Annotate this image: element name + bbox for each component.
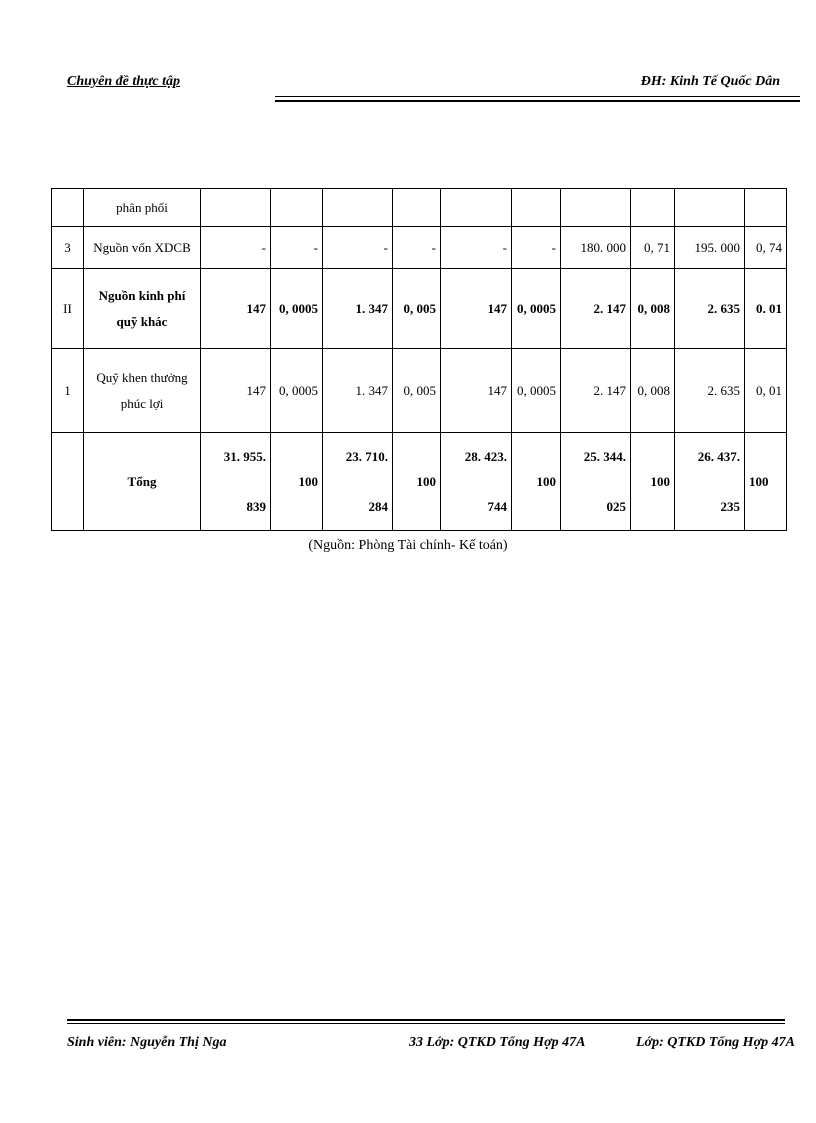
cell [323, 189, 393, 227]
value-part: 284 [368, 498, 388, 514]
cell: 0, 0005 [512, 349, 561, 433]
value-part: 025 [606, 498, 626, 514]
value-part: 839 [246, 498, 266, 514]
cell: 0, 0005 [271, 269, 323, 349]
cell: 100 [512, 433, 561, 531]
cell [393, 189, 441, 227]
header-left: Chuyên đề thực tập [67, 74, 181, 89]
row-index: 3 [52, 227, 84, 269]
table-row [52, 189, 787, 227]
cell: 0, 008 [631, 269, 675, 349]
cell: 147 [441, 269, 512, 349]
cell: 0, 008 [631, 349, 675, 433]
value-part: 23. 710. [345, 448, 388, 464]
cell [441, 189, 512, 227]
cell: - [271, 227, 323, 269]
footer-page-class: 33 Lớp: QTKD Tổng Hợp 47A [409, 1035, 586, 1050]
cell: 2. 635 [675, 269, 745, 349]
footer-rule-thick [67, 1019, 785, 1021]
row-label: Quỹ khen thưởng phúc lợi [84, 349, 201, 433]
cell: 0, 0005 [271, 349, 323, 433]
cell: 100 [393, 433, 441, 531]
row-label: Nguồn vốn XDCB [84, 227, 201, 269]
header-rule-thick [275, 100, 800, 102]
footer-student: Sinh viên: Nguyễn Thị Nga [67, 1035, 227, 1050]
cell: 0, 0005 [512, 269, 561, 349]
cell [561, 189, 631, 227]
row-index: II [52, 269, 84, 349]
table-row [52, 349, 787, 433]
cell: 0, 01 [745, 349, 787, 433]
cell: 2. 147 [561, 349, 631, 433]
value-part: 28. 423. [464, 448, 507, 464]
header-rule [275, 96, 800, 97]
footer-rule [67, 1023, 785, 1024]
cell [675, 189, 745, 227]
cell: - [441, 227, 512, 269]
table-source-note: (Nguồn: Phòng Tài chính- Kế toán) [308, 538, 508, 553]
row-label: Nguồn kinh phí quỹ khác [84, 269, 201, 349]
cell: 1. 347 [323, 269, 393, 349]
cell: - [323, 227, 393, 269]
cell [745, 189, 787, 227]
cell: 1. 347 [323, 349, 393, 433]
row-index [52, 189, 84, 227]
table-row [52, 227, 787, 269]
cell: 180. 000 [561, 227, 631, 269]
total-label: Tổng [84, 433, 201, 531]
value-part: 26. 437. [697, 448, 740, 464]
table-row [52, 269, 787, 349]
cell [201, 189, 271, 227]
cell [631, 189, 675, 227]
cell [441, 433, 512, 531]
capital-table [51, 188, 787, 531]
cell [271, 189, 323, 227]
cell: - [201, 227, 271, 269]
footer-class: Lớp: QTKD Tổng Hợp 47A [636, 1035, 795, 1050]
row-index [52, 433, 84, 531]
table-row-total [52, 433, 787, 531]
cell: - [512, 227, 561, 269]
value-part: 235 [720, 498, 740, 514]
cell [675, 433, 745, 531]
cell: - [393, 227, 441, 269]
row-label: phân phối [84, 189, 201, 227]
cell [323, 433, 393, 531]
value-part: 744 [487, 498, 507, 514]
cell: 147 [201, 349, 271, 433]
cell: 147 [201, 269, 271, 349]
cell: 100 [271, 433, 323, 531]
cell [512, 189, 561, 227]
cell: 0, 71 [631, 227, 675, 269]
cell: 2. 635 [675, 349, 745, 433]
cell: 0, 005 [393, 269, 441, 349]
cell [561, 433, 631, 531]
cell: 147 [441, 349, 512, 433]
cell: 0, 74 [745, 227, 787, 269]
row-index: 1 [52, 349, 84, 433]
cell: 195. 000 [675, 227, 745, 269]
cell: 100 [745, 433, 787, 531]
value-part: 31. 955. [223, 448, 266, 464]
cell: 0. 01 [745, 269, 787, 349]
cell: 0, 005 [393, 349, 441, 433]
value-part: 25. 344. [583, 448, 626, 464]
cell: 2. 147 [561, 269, 631, 349]
header-right: ĐH: Kinh Tế Quốc Dân [640, 74, 780, 89]
cell [201, 433, 271, 531]
cell: 100 [631, 433, 675, 531]
